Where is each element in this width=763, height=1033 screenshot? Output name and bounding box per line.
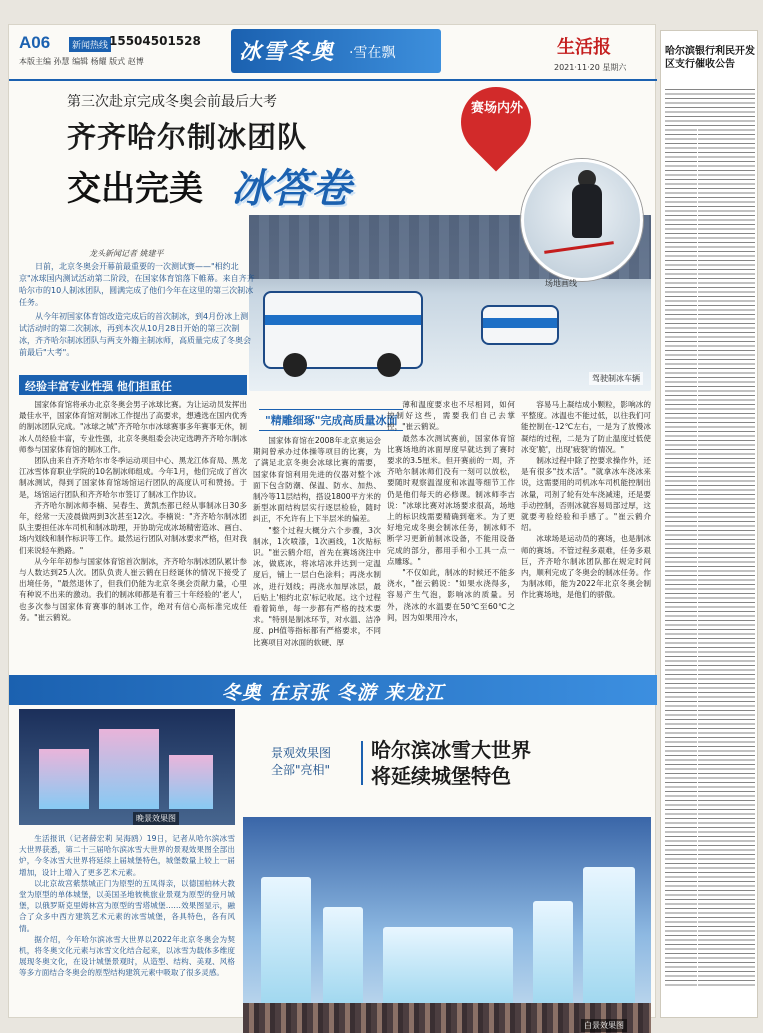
tag-line: 景观效果图 <box>271 746 332 760</box>
wheel-graphic <box>377 353 401 377</box>
paragraph: 从今年年初参与国家体育馆首次制冰，齐齐哈尔制冰团队累计参与人数达到25人次。团队负责人崔云鹤在日经诞休的情况下接受了出境任务，"最然退休了，但我们仍能为北京冬奥会贡献力量，心里有种说不出来的激动。我们的制冰师都是有着三十年经验的'老人'，也多次参与国家体育赛事的制冰工作，绝对有信心高标准完成任务。"崔云鹤说。 <box>19 556 247 622</box>
article-column <box>253 435 381 669</box>
resurfacer-stripe <box>483 318 557 328</box>
ice-tower-graphic <box>261 877 311 1007</box>
ice-resurfacer-graphic <box>263 291 423 369</box>
hotline-number: 15504501528 <box>109 34 201 48</box>
headline-line: 哈尔滨冰雪大世界 <box>371 738 531 762</box>
article-column <box>521 399 651 669</box>
photo-caption: 场地画线 <box>545 279 577 288</box>
paragraph: 以北京故宫紫禁城正门为原型的五凤得亲，以德国柏林大教堂为原型的单体城堡，以美国圣地彼桃旅业景观为原型的登月城堡，以俄罗斯克里姆林宫为原型的雪塔城堡……效果图显示，融合了众多中西方建筑艺术元素的冰雪城堡，各具特色，各有风情。 <box>19 878 235 933</box>
paragraph: 生活报讯（记者薛宏莉 吴海鸥）19日，记者从哈尔滨冰雪大世界获悉，第二十三届哈尔滨冰雪大世界的景观效果图全部出炉，今冬冰雪大世界将延续上届城堡特色，城堡数量上较上一届增加，设计上增入了更多艺术元素。 <box>19 834 235 877</box>
paragraph: 据介绍，今年哈尔滨冰雪大世界以2022年北京冬奥会为契机，将冬奥文化元素与冰雪文化结合起来，以冰雪为载体多维度展现冬奥文化，在设计城堡景观时，从造型、结构、美观、风格等多方面结合冬奥会的原型结构建筑元素中吸取了很多灵感。 <box>19 934 235 978</box>
section-brand: 冰雪冬奥 <box>239 40 336 65</box>
paragraph: "整个过程大概分六个步骤，3次制冰，1次喷漆，1次画线，1次贴标识。"崔云鹤介绍，首先在赛场浇注中冰，做底冰，将冰培冰并达到一定温度后，铺上一层白色涂料；再浇水制冰，进行划线；再浇水加厚冰层，最后贴上'相约北京'标记收尾。这个过程看着简单，每一步都有严格的技术要求。"特别是制冰环节，对水温、洁净度、pH值等指标都有严格要求，不同比赛项目对冰面的软硬、厚 <box>253 525 381 647</box>
article-column <box>19 399 247 669</box>
story-kicker: 第三次赴京完成冬奥会前最后大考 <box>67 94 277 110</box>
headline-line2: 交出完美 <box>67 169 203 209</box>
newspaper-page <box>8 24 656 1030</box>
ice-tower-graphic <box>533 901 573 1007</box>
article-column <box>387 399 515 669</box>
paragraph: 制冰过程中除了控要求操作外，还是有很多"技术活"。"就拿冰车浇冰来说，这需要用的司机冰车司机能控制出冰量，司剂了轮有处车浇减速，还是要手动控制，否则冰就容易局部过厚，这就要考验经验和手感了。"崔云鹤介绍。 <box>521 456 651 533</box>
ice-resurfacer-graphic <box>481 305 559 345</box>
paragraph: 齐齐哈尔制冰师李楠、吴春生、黄凯杰都已经从事制冰日30多年，经常一天凌晨做两到3次甚至12次。李楠说："齐齐哈尔制冰团队主要担任冰车司机和制冰助理，开协助完成冰场精密造冰、画白、场内划线和制作标识等工作。最然运行团队对制冰要求严格，但对我们来说轻车熟路。" <box>19 500 247 555</box>
pin-badge-text: 赛场内外 <box>471 101 524 116</box>
subhead: 经验丰富专业性强 他们担重任 <box>25 380 172 393</box>
paragraph: 团队由来自齐齐哈尔市冬季运动项目中心、黑龙江体育局、黑龙江冰雪体育职业学院的10名制冰师组成。今年1月，他们完成了首次制冰测试，得到了国家体育馆场馆运行团队的高度认可和赞扬。于是，场馆运行团队和齐齐哈尔市签订了制冰工作协议。 <box>19 456 247 499</box>
section-subbrand: ·雪在飘 <box>349 45 396 61</box>
resurfacer-stripe <box>265 315 421 325</box>
hotline-badge: 新闻热线 <box>69 37 111 52</box>
paragraph: 冰球场是运动员的赛场，也是制冰师的赛场。不管过程多艰难，任务多艰巨，齐齐哈尔制冰团队都在规定时间内，顺利完成了冬奥会的制冰任务。作为制冰师，能为2022年北京冬奥会制作比赛场地，是他们的骄傲。 <box>521 534 651 600</box>
night-rendering-photo <box>19 709 235 825</box>
ice-tower-graphic <box>323 907 363 1007</box>
ice-tower-graphic <box>583 867 635 1007</box>
paper-logo: 生活报 <box>557 37 611 58</box>
photo-caption: 驾驶制冰车辆 <box>589 372 643 385</box>
ice-palace-graphic <box>383 927 513 1007</box>
wheel-graphic <box>283 353 307 377</box>
paragraph: 最然本次测试赛前，国家体育馆比赛场地的冰面厚度早就达到了赛时要求的3.5厘米。但开赛前的一周，齐齐哈尔制冰师们没有一刻可以放松，要随时观察温湿度和冰温等细节工作仍是他们每天的必修课。制冰师李吉说："冰球比赛对冰场要求很高，场地上的标识线需要精确到毫米。为了更好地完成冬奥会制冰任务，制冰师不断学习更新前制冰设备，不能用设备完成的部分，都用手和小工具一点一点雕琢。" <box>387 433 515 566</box>
paragraph: "不仅如此，制冰的时候还不能多浇水，"崔云鹤说："如果水浇得多，容易产生气泡，影响冰的质量。另外，浇冰的水温要在50℃至60℃之间，因为如果用冷水， <box>387 568 515 622</box>
headline-line: 将延续城堡特色 <box>371 764 511 788</box>
byline: 龙头新闻记者 姚建平 <box>89 249 164 258</box>
location-pin-icon <box>447 73 546 172</box>
lead-paragraphs <box>19 261 255 369</box>
paragraph: 国家体育馆将承办北京冬奥会男子冰球比赛。为让运动员发挥出最佳水平，国家体育馆对制冰工作提出了高要求，想遴选在国内优秀的制冰团队完成。"冰球之城"齐齐哈尔市冰球赛事多年赛事无休，制冰人员经验丰富，专业性强，北京冬奥组委会决定选聘齐齐哈尔制冰师参与国家体育馆的制冰工作。 <box>19 400 247 454</box>
tag-line: 全部"亮相" <box>271 763 331 777</box>
column-separator <box>697 127 698 987</box>
tag-text <box>271 745 331 779</box>
paragraph: 国家体育馆在2008年北京奥运会期间曾承办过体操等项目的比赛，为了满足北京冬奥会冰球比赛的需要，国家体育馆利用先进的仪器对整个冰面下包含防潮、保温、防水、加热、制冷等11层结构，搭设1800平方米的新型冰面结构层实行逐层检验，随时纠正，不允许有上下半层米的偏差。 <box>253 436 381 524</box>
bottom-headline <box>371 737 531 789</box>
red-line-graphic <box>544 241 614 254</box>
notice-list-graphic <box>665 89 755 989</box>
line-painting-photo <box>521 159 643 281</box>
editors-credit: 本版主编 孙慧 编辑 杨耀 版式 赵博 <box>19 57 144 66</box>
article-column <box>19 833 235 1033</box>
section-heading: "精雕细琢"完成高质量冰面 <box>259 409 403 431</box>
page-number: A06 <box>19 33 51 52</box>
notice-title: 哈尔滨银行利民开发区支行催收公告 <box>665 46 755 70</box>
paragraph: 薄和温度要求也不尽相同，如何控制好这些，需要我们自己去掌控，"崔云鹤说。 <box>387 400 515 432</box>
photo-caption: 晚景效果图 <box>133 812 179 825</box>
lead-paragraph: 日前，北京冬奥会开幕前最重要的一次测试赛——"相约北京"冰球国内测试活动第二阶段，在国家体育馆落下帷幕。来自齐齐哈尔市的10人制冰团队，圆满完成了他们今年在这里的第三次制冰任务。 <box>19 262 255 307</box>
issue-date: 2021·11·20 星期六 <box>554 63 627 72</box>
band-title: 冬奥 在京张 冬游 来龙江 <box>221 682 445 704</box>
headline-highlight: 冰答卷 <box>231 165 351 212</box>
lead-paragraph: 从今年初国家体育馆改造完成后的首次制冰，到4月份冰上测试活动时的第二次制冰，再到本次从10月28日开始的第三次制冰，齐齐哈尔制冰团队与两支外籍主制冰师，高质量完成了冬奥会前最后"大考"。 <box>19 312 251 357</box>
castle-graphic <box>169 755 213 809</box>
headline-line1: 齐齐哈尔制冰团队 <box>67 120 308 154</box>
paragraph: 容易马上凝结成小颗粒，影响冰的平整度。冰温也不能过低，以往我们可能控制在-12℃左右，一是为了放慢冰凝结的过程，二是为了防止温度过低使冰变'脆'，出现'疲裂'的情况。" <box>521 400 651 454</box>
day-rendering-photo <box>243 817 651 1033</box>
worker-body-graphic <box>572 184 602 238</box>
castle-graphic <box>39 749 89 809</box>
castle-graphic <box>99 729 159 809</box>
divider <box>361 741 363 785</box>
side-notice-column <box>660 30 758 1018</box>
photo-caption: 白景效果图 <box>581 1019 627 1032</box>
